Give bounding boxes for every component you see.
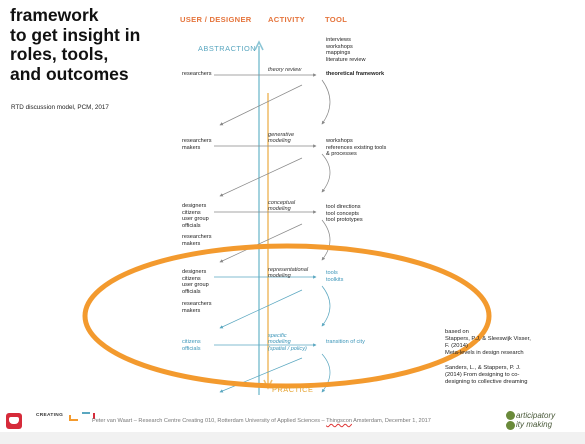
user-list xyxy=(182,269,209,295)
reference-1 xyxy=(445,329,575,357)
activity-item: (spatial / policy) xyxy=(268,345,307,352)
tool-item: & processes xyxy=(326,151,357,158)
activity-item: generative xyxy=(268,132,295,138)
title-line: and outcomes xyxy=(10,63,129,84)
activity-label xyxy=(268,267,308,280)
activity-item: modeling xyxy=(268,206,291,213)
footer-post: Amsterdam, December 1, 2017 xyxy=(351,418,431,424)
curved-arrow xyxy=(322,220,330,260)
reference-line: (2014) From designing to co- xyxy=(445,371,520,378)
curved-arrow xyxy=(322,154,330,192)
activity-item: modeling xyxy=(268,273,291,280)
abstraction-label: ABSTRACTION xyxy=(198,44,257,53)
reference-line: based on xyxy=(445,329,469,335)
reference-line: Sanders, L., & Stappers, P. J. xyxy=(445,365,521,371)
tool-list xyxy=(326,37,365,63)
practice-label: PRACTICE xyxy=(272,385,314,394)
reference-line: Meta-levels in design research xyxy=(445,349,524,356)
header-activity: ACTIVITY xyxy=(268,15,305,24)
user-item: officials xyxy=(182,345,201,352)
footer-bar xyxy=(0,432,585,444)
user-item: researchers xyxy=(182,234,212,240)
curved-arrow xyxy=(322,286,330,326)
tool-list xyxy=(326,204,363,224)
user-list-secondary xyxy=(182,301,212,314)
tool-item: tool prototypes xyxy=(326,217,363,224)
user-item: researchers xyxy=(182,301,212,307)
tool-item: theoretical framework xyxy=(326,71,385,77)
user-item: designers xyxy=(182,269,207,275)
user-item: user group xyxy=(182,216,209,223)
feedback-arrow xyxy=(220,224,302,262)
user-item: citizens xyxy=(182,275,201,282)
user-item: makers xyxy=(182,240,201,247)
footer-pre: Peter van Waart – Research Centre Creating 010, Rotterdam University of Applied Sciences – xyxy=(92,418,327,424)
activity-label xyxy=(268,333,307,352)
user-item: makers xyxy=(182,144,201,151)
title-line: to get insight in xyxy=(10,24,141,45)
tool-item: literature review xyxy=(326,56,366,63)
activity-label xyxy=(268,200,295,213)
tool-item: tool concepts xyxy=(326,210,359,217)
feedback-arrow xyxy=(220,158,302,196)
user-item: researchers xyxy=(182,138,212,144)
user-list xyxy=(182,203,209,229)
cc-logo-icon xyxy=(6,413,22,429)
creating-logo: CREATING xyxy=(36,413,64,418)
user-item: citizens xyxy=(182,209,201,216)
tool-list xyxy=(326,339,365,346)
user-item: citizens xyxy=(182,339,201,345)
tool-list xyxy=(326,138,386,158)
user-list xyxy=(182,138,212,151)
user-list-secondary xyxy=(182,234,212,247)
title-line: framework xyxy=(10,5,99,25)
activity-item: modeling xyxy=(268,339,291,346)
user-item: researchers xyxy=(182,71,212,77)
activity-label xyxy=(268,132,294,145)
user-item: designers xyxy=(182,203,207,209)
tool-list xyxy=(326,71,384,78)
logo-line: ity making xyxy=(516,420,553,430)
tool-item: mappings xyxy=(326,50,351,57)
user-item: officials xyxy=(182,222,201,229)
participatory-city-making-logo xyxy=(506,411,555,430)
activity-label xyxy=(268,67,301,73)
tool-item: references existing tools xyxy=(326,144,387,151)
user-item: user group xyxy=(182,282,209,289)
tool-item: interviews xyxy=(326,37,351,43)
activity-item: specific xyxy=(268,333,287,339)
p-logo-icon xyxy=(506,411,515,420)
activity-item: representational xyxy=(268,267,309,273)
tool-item: workshops xyxy=(326,43,353,50)
reference-line: designing to collective dreaming xyxy=(445,378,528,385)
feedback-arrow xyxy=(220,85,302,125)
user-item: officials xyxy=(182,288,201,295)
tool-item: toolkits xyxy=(326,276,344,283)
user-item: makers xyxy=(182,307,201,314)
activity-item: modeling xyxy=(268,138,291,145)
tool-item: tools xyxy=(326,270,338,276)
footer-event: Thingscon xyxy=(326,418,352,424)
reference-2 xyxy=(445,365,575,386)
tool-item: transition of city xyxy=(326,339,365,345)
footer-text xyxy=(92,418,431,424)
c-logo-icon xyxy=(506,421,515,430)
reference-line: Stappers, P.J, & Sleeswijk Visser, xyxy=(445,335,531,342)
user-list xyxy=(182,339,201,352)
title-line: roles, tools, xyxy=(10,44,109,64)
activity-item: theory review xyxy=(268,67,302,73)
activity-item: conceptual xyxy=(268,200,296,206)
logo-line: articipatory xyxy=(516,411,556,420)
tool-list xyxy=(326,270,343,283)
slide-subtitle: RTD discussion model, PCM, 2017 xyxy=(11,104,109,111)
reference-line: F. (2014) xyxy=(445,342,468,349)
curved-arrow xyxy=(322,80,330,124)
header-tool: TOOL xyxy=(325,15,348,24)
feedback-arrow xyxy=(220,290,302,328)
tool-item: tool directions xyxy=(326,204,361,210)
user-list xyxy=(182,71,212,78)
tool-item: workshops xyxy=(326,138,353,144)
header-user-designer: USER / DESIGNER xyxy=(180,15,252,24)
